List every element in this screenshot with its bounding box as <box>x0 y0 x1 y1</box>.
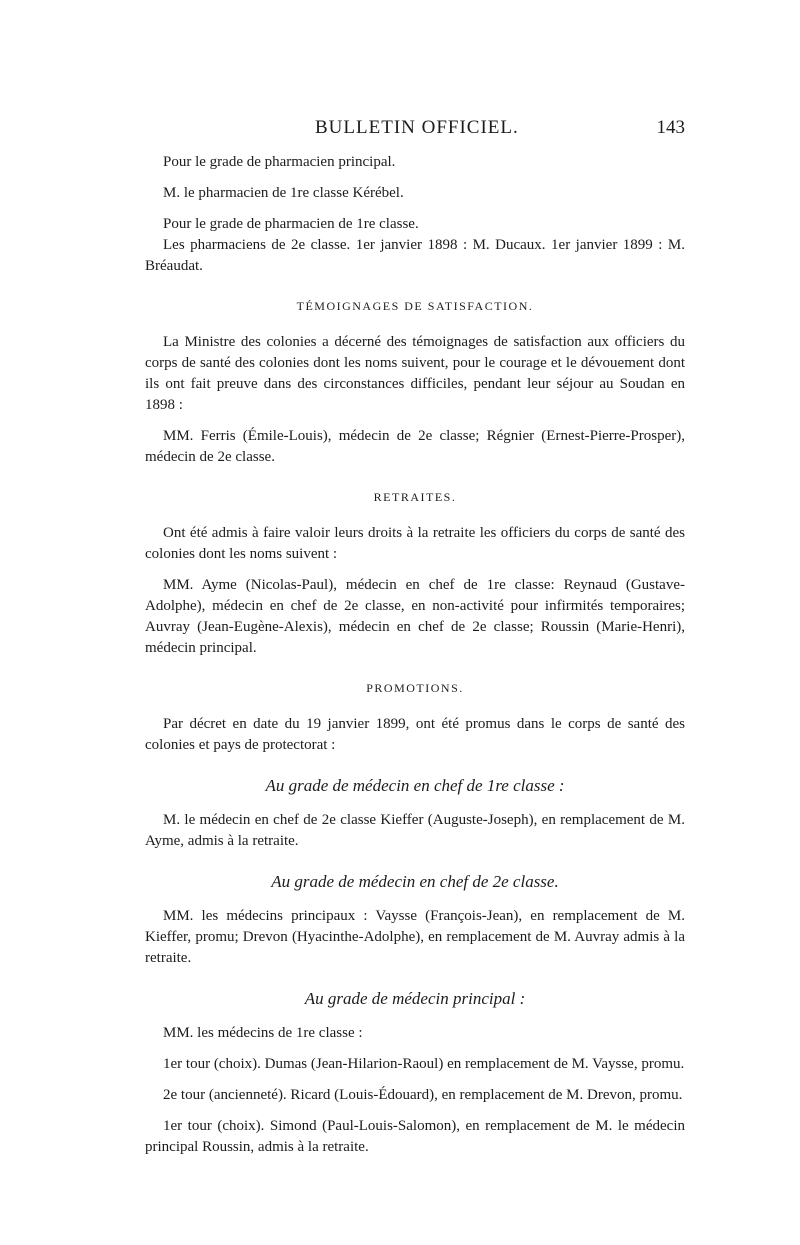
paragraph: 1er tour (choix). Dumas (Jean-Hilarion-Raoul) en remplacement de M. Vaysse, promu. <box>163 1056 685 1072</box>
paragraph: Pour le grade de pharmacien de 1re classe. <box>163 216 419 232</box>
paragraph: MM. les médecins principaux : Vaysse (François-Jean), en remplacement de M. Kieffer, promu; Drevon (Hyacinthe-Adolphe), en remplacement de M. Auvray admis à la retraite. <box>145 908 685 966</box>
paragraph: 1er tour (choix). Simond (Paul-Louis-Salomon), en remplacement de M. le médecin principal Roussin, admis à la retraite. <box>145 1118 685 1155</box>
paragraph: La Ministre des colonies a décerné des témoignages de satisfaction aux officiers du corps de santé des colonies dont les noms suivent, pour le courage et le dévouement dont ils ont fait preuve dans des circonstances difficiles, pendant leur séjour au Soudan en 1898 : <box>145 334 685 413</box>
paragraph: MM. Ferris (Émile-Louis), médecin de 2e classe; Régnier (Ernest-Pierre-Prosper), médecin de 2e classe. <box>145 428 685 465</box>
running-title: BULLETIN OFFICIEL. <box>315 117 519 138</box>
paragraph: MM. Ayme (Nicolas-Paul), médecin en chef de 1re classe: Reynaud (Gustave-Adolphe), médecin en chef de 2e classe, en non-activité pour infirmités temporaires; Auvray (Jean-Eugène-Alexis), médecin en chef de 2e classe; Roussin (Marie-Henri), médecin principal. <box>145 577 685 656</box>
section-heading: RETRAITES. <box>373 490 457 504</box>
section-heading: TÉMOIGNAGES DE SATISFACTION. <box>296 299 534 313</box>
running-header <box>145 117 685 147</box>
paragraph: M. le pharmacien de 1re classe Kérébel. <box>163 185 404 201</box>
paragraph: 2e tour (ancienneté). Ricard (Louis-Édouard), en remplacement de M. Drevon, promu. <box>163 1087 683 1103</box>
paragraph: MM. les médecins de 1re classe : <box>163 1025 363 1041</box>
body-text <box>145 152 685 1158</box>
page-number: 143 <box>656 117 685 138</box>
subsection-heading: Au grade de médecin en chef de 1re classe : <box>265 776 565 795</box>
paragraph: M. le médecin en chef de 2e classe Kieffer (Auguste-Joseph), en remplacement de M. Ayme, admis à la retraite. <box>145 812 685 849</box>
subsection-heading: Au grade de médecin principal : <box>304 989 526 1008</box>
paragraph: Pour le grade de pharmacien principal. <box>163 154 396 170</box>
paragraph: Ont été admis à faire valoir leurs droits à la retraite les officiers du corps de santé des colonies dont les noms suivent : <box>145 525 685 562</box>
section-heading: PROMOTIONS. <box>366 681 464 695</box>
subsection-heading: Au grade de médecin en chef de 2e classe. <box>271 872 559 891</box>
paragraph: Les pharmaciens de 2e classe. 1er janvier 1898 : M. Ducaux. 1er janvier 1899 : M. Bréaudat. <box>145 237 685 274</box>
paragraph: Par décret en date du 19 janvier 1899, ont été promus dans le corps de santé des colonies et pays de protectorat : <box>145 716 685 753</box>
